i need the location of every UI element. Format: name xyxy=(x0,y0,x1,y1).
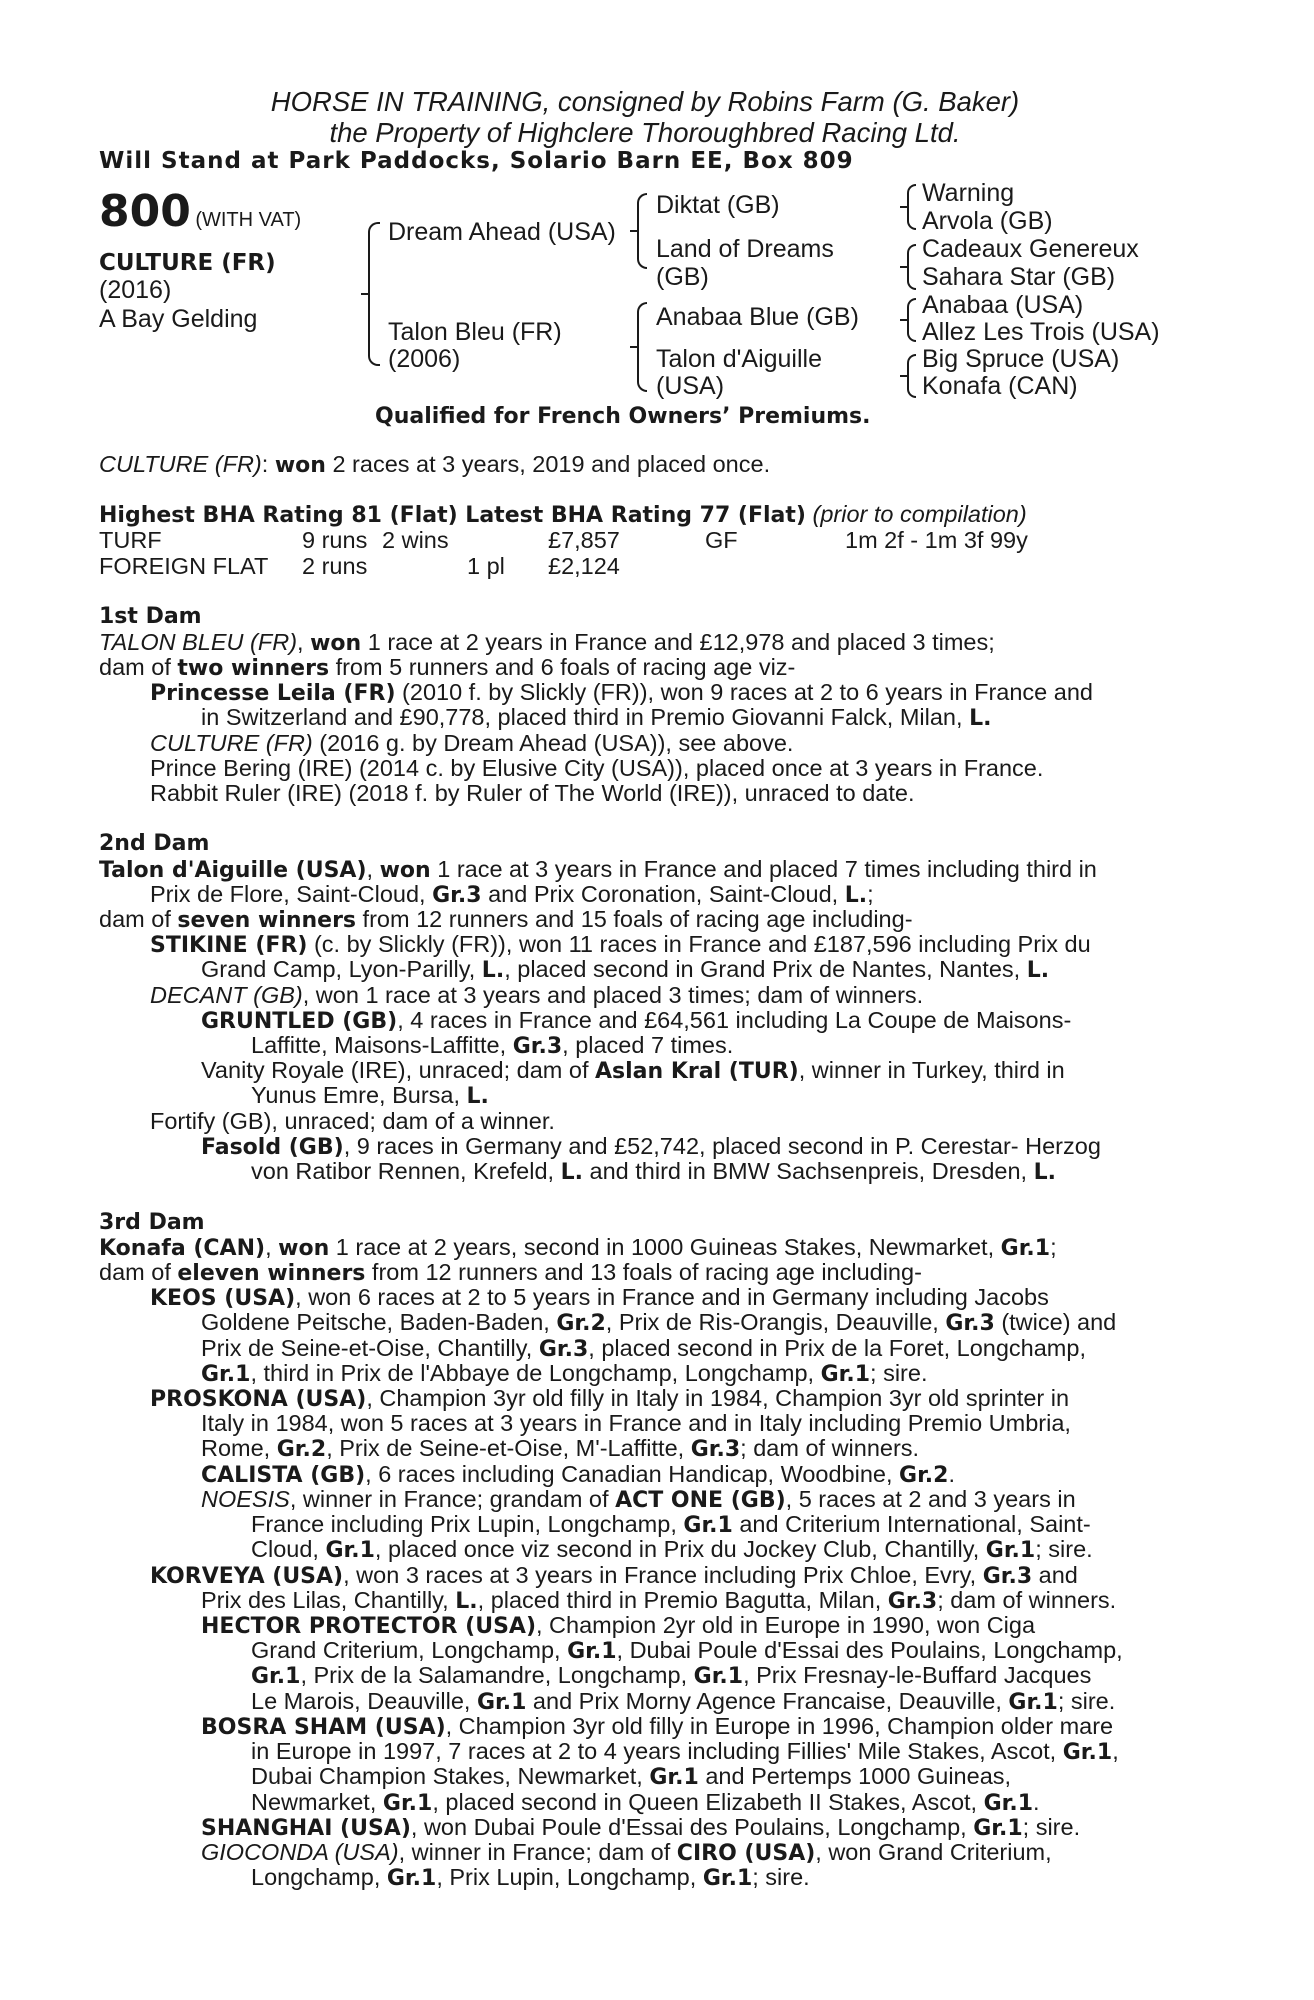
text: , winner in Turkey, third in xyxy=(798,1057,1065,1083)
pedigree-g1: Warning xyxy=(922,179,1015,207)
winners-count: seven winners xyxy=(177,908,357,933)
produce-name: Fasold (GB) xyxy=(201,1135,344,1160)
second-dam-line xyxy=(251,1083,489,1109)
third-dam-line xyxy=(251,1537,1093,1563)
pedigree-brace-g78 xyxy=(907,354,916,398)
pedigree-brace-main xyxy=(368,222,380,366)
form-row-amount: £7,857 xyxy=(548,527,620,553)
section-heading-1st-dam: 1st Dam xyxy=(99,604,202,629)
text: ; xyxy=(1050,1234,1057,1260)
winners-count: two winners xyxy=(177,656,330,681)
text: , third in Prix de l'Abbaye de Longchamp, Longchamp, xyxy=(250,1360,821,1386)
pedigree-brace-g12 xyxy=(907,184,916,230)
text: Goldene Peitsche, Baden-Baden, xyxy=(201,1309,557,1335)
rating-line xyxy=(99,501,1027,528)
grade: L. xyxy=(969,706,992,731)
pedigree-dam-dam-country: (USA) xyxy=(656,372,725,400)
third-dam-line xyxy=(251,1638,1123,1664)
grade: Gr.1 xyxy=(702,1866,753,1891)
pedigree-brace-g56 xyxy=(907,298,916,342)
separator: , xyxy=(297,629,311,655)
pedigree-dam-year: (2006) xyxy=(388,345,461,373)
text: , xyxy=(1112,1738,1119,1764)
text: and Prix Coronation, Saint-Cloud, xyxy=(481,881,845,907)
text: , 5 races at 2 and 3 years in xyxy=(785,1486,1076,1512)
text: and Criterium International, Saint- xyxy=(732,1511,1091,1537)
second-dam-line xyxy=(99,907,913,933)
first-dam-line: Rabbit Ruler (IRE) (2018 f. by Ruler of The World (IRE)), unraced to date. xyxy=(150,780,915,806)
second-dam-line xyxy=(150,882,874,908)
text: Prix de Seine-et-Oise, Chantilly, xyxy=(201,1335,539,1361)
produce-name: DECANT (GB) xyxy=(150,982,303,1008)
second-dam-line xyxy=(201,1008,1071,1034)
text: in Europe in 1997, 7 races at 2 to 4 years including Fillies' Mile Stakes, Ascot, xyxy=(251,1738,1063,1764)
text: , Prix de Seine-et-Oise, M'-Laffitte, xyxy=(326,1435,691,1461)
pedigree-g6: Allez Les Trois (USA) xyxy=(922,318,1160,346)
pedigree-g8: Konafa (CAN) xyxy=(922,372,1078,400)
pedigree-g3: Cadeaux Genereux xyxy=(922,235,1139,263)
text: ; sire. xyxy=(1022,1814,1081,1840)
vat-label: (WITH VAT) xyxy=(195,209,302,231)
pedigree-sire: Dream Ahead (USA) xyxy=(388,218,616,246)
produce-name: SHANGHAI (USA) xyxy=(201,1816,411,1841)
text: from 12 runners and 13 foals of racing age including- xyxy=(365,1259,922,1285)
text: , won 6 races at 2 to 5 years in France and in Germany including Jacobs xyxy=(295,1284,1049,1310)
produce-name: GIOCONDA (USA) xyxy=(201,1839,399,1865)
text: (2016 g. by Dream Ahead (USA)), see above. xyxy=(312,730,794,756)
produce-name: Princesse Leila (FR) xyxy=(150,681,396,706)
grade: L. xyxy=(560,1160,583,1185)
third-dam-line xyxy=(251,1739,1119,1765)
produce-name: ACT ONE (GB) xyxy=(615,1488,786,1513)
owner-line: the Property of Highclere Thoroughbred Racing Ltd. xyxy=(329,117,961,148)
pedigree-brace-g34 xyxy=(907,244,916,290)
grade: L. xyxy=(481,958,505,983)
text: (twice) and xyxy=(994,1309,1117,1335)
text: dam of xyxy=(99,1259,178,1285)
produce-name: CIRO (USA) xyxy=(676,1841,816,1866)
third-dam-line xyxy=(99,1260,922,1286)
text: Newmarket, xyxy=(251,1789,383,1815)
produce-name: KORVEYA (USA) xyxy=(150,1564,344,1589)
text: ; dam of winners. xyxy=(937,1587,1117,1613)
text: and third in BMW Sachsenpreis, Dresden, xyxy=(583,1158,1034,1184)
produce-name: KEOS (USA) xyxy=(150,1286,296,1311)
grade: Gr.1 xyxy=(983,1791,1034,1816)
grade: Gr.3 xyxy=(887,1589,938,1614)
text: , Champion 2yr old in Europe in 1990, won Ciga xyxy=(536,1612,1036,1638)
second-dam-line xyxy=(99,857,1097,883)
second-dam-line xyxy=(201,957,1049,983)
pedigree-g2: Arvola (GB) xyxy=(922,207,1053,235)
grade: Gr.1 xyxy=(251,1664,301,1689)
pedigree-brace-dam xyxy=(637,302,647,392)
third-dam-line xyxy=(150,1386,1069,1412)
pedigree-dam: Talon Bleu (FR) xyxy=(388,318,562,346)
text: . xyxy=(1033,1789,1040,1815)
form-row-label: TURF xyxy=(99,527,162,553)
grade: Gr.3 xyxy=(512,1034,563,1059)
grade: Gr.1 xyxy=(382,1791,433,1816)
form-row-label: FOREIGN FLAT xyxy=(99,553,269,579)
text: Prix de Flore, Saint-Cloud, xyxy=(150,881,433,907)
form-row-runs: 9 runs xyxy=(302,527,368,553)
third-dam-line xyxy=(201,1436,919,1462)
text: Le Marois, Deauville, xyxy=(251,1688,477,1714)
text: ; sire. xyxy=(752,1864,810,1890)
text: and xyxy=(1032,1562,1078,1588)
text: , won 3 races at 3 years in France including Prix Chloe, Evry, xyxy=(343,1562,983,1588)
produce-name: Aslan Kral (TUR) xyxy=(595,1059,799,1084)
text: Grand Criterium, Longchamp, xyxy=(251,1637,568,1663)
produce-name: GRUNTLED (GB) xyxy=(201,1009,398,1034)
grade: Gr.3 xyxy=(690,1437,741,1462)
text: Rome, xyxy=(201,1435,277,1461)
text: France including Prix Lupin, Longchamp, xyxy=(251,1511,684,1537)
text: , placed third in Premio Bagutta, Milan, xyxy=(477,1587,888,1613)
text: , won Grand Criterium, xyxy=(815,1839,1052,1865)
produce-name: CULTURE (FR) xyxy=(150,730,313,756)
third-dam-line xyxy=(201,1361,927,1387)
third-dam-line xyxy=(251,1790,1040,1816)
grade: L. xyxy=(1026,958,1050,983)
text: and Prix Morny Agence Francaise, Deauville, xyxy=(526,1688,1009,1714)
grade: Gr.3 xyxy=(432,883,482,908)
grade: Gr.1 xyxy=(693,1664,744,1689)
pedigree-dam-sire: Anabaa Blue (GB) xyxy=(656,303,859,331)
third-dam-line xyxy=(201,1613,1035,1639)
grade: Gr.1 xyxy=(973,1816,1023,1841)
text: Yunus Emre, Bursa, xyxy=(251,1082,467,1108)
second-dam-line: Fortify (GB), unraced; dam of a winner. xyxy=(150,1108,555,1134)
pedigree-g7: Big Spruce (USA) xyxy=(922,345,1120,373)
race-summary xyxy=(99,451,770,478)
foaling-year: (2016) xyxy=(99,276,172,304)
text: , Dubai Poule d'Essai des Poulains, Longchamp, xyxy=(616,1637,1123,1663)
grade: Gr.1 xyxy=(476,1690,527,1715)
text: Vanity Royale (IRE), unraced; dam of xyxy=(201,1057,596,1083)
text: from 12 runners and 15 foals of racing age including- xyxy=(356,906,913,932)
third-dam-line xyxy=(99,1235,1057,1261)
third-dam-line xyxy=(150,1285,1049,1311)
text: , winner in France; grandam of xyxy=(289,1486,616,1512)
third-dam-line xyxy=(251,1663,1091,1689)
consignor-line: HORSE IN TRAINING, consigned by Robins Farm (G. Baker) xyxy=(270,86,1020,117)
text: , won 1 race at 3 years and placed 3 times; dam of winners. xyxy=(302,982,924,1008)
text: Cloud, xyxy=(251,1536,326,1562)
third-dam-line xyxy=(251,1764,1011,1790)
first-dam-line xyxy=(150,731,793,756)
third-dam-line xyxy=(251,1512,1091,1538)
grade: Gr.1 xyxy=(820,1362,871,1387)
rating-note: (prior to compilation) xyxy=(812,501,1027,527)
text: Laffitte, Maisons-Laffitte, xyxy=(251,1032,513,1058)
grade: Gr.1 xyxy=(1000,1236,1051,1261)
text: 1 race at 3 years in France and placed 7 times including third in xyxy=(430,856,1097,882)
form-row-amount: £2,124 xyxy=(548,553,620,579)
won-text: won xyxy=(278,1236,330,1261)
winners-count: eleven winners xyxy=(177,1261,366,1286)
text: , Prix de Ris-Orangis, Deauville, xyxy=(605,1309,946,1335)
produce-name: NOESIS xyxy=(201,1486,290,1512)
text: (2010 f. by Slickly (FR)), won 9 races at 2 to 6 years in France and xyxy=(395,679,1093,705)
text: von Ratibor Rennen, Krefeld, xyxy=(251,1158,561,1184)
grade: Gr.3 xyxy=(982,1564,1033,1589)
text: Dubai Champion Stakes, Newmarket, xyxy=(251,1763,650,1789)
text: ; dam of winners. xyxy=(740,1435,920,1461)
text: , winner in France; dam of xyxy=(398,1839,677,1865)
text: in Switzerland and £90,778, placed third in Premio Giovanni Falck, Milan, xyxy=(201,704,970,730)
summary-won: won xyxy=(274,453,326,478)
text: and Pertemps 1000 Guineas, xyxy=(698,1763,1012,1789)
text: Longchamp, xyxy=(251,1864,387,1890)
first-dam-line: Prince Bering (IRE) (2014 c. by Elusive City (USA)), placed once at 3 years in France. xyxy=(150,755,1044,781)
separator: , xyxy=(366,856,380,882)
first-dam-line xyxy=(150,680,1093,706)
third-dam-line xyxy=(201,1462,955,1488)
form-row-distance: 1m 2f - 1m 3f 99y xyxy=(845,527,1028,553)
text: , placed 7 times. xyxy=(562,1032,734,1058)
third-dam-line xyxy=(251,1865,810,1891)
third-dam-name: Konafa (CAN) xyxy=(99,1236,266,1261)
text: 1 race at 2 years, second in 1000 Guineas Stakes, Newmarket, xyxy=(329,1234,1001,1260)
pedigree-g5: Anabaa (USA) xyxy=(922,291,1084,319)
grade: Gr.1 xyxy=(1062,1740,1113,1765)
grade: Gr.1 xyxy=(985,1538,1036,1563)
pedigree-dam-dam: Talon d'Aiguille xyxy=(656,345,822,373)
section-heading-3rd-dam: 3rd Dam xyxy=(99,1210,205,1235)
text: , placed once viz second in Prix du Jockey Club, Chantilly, xyxy=(374,1536,986,1562)
text: , won Dubai Poule d'Essai des Poulains, Longchamp, xyxy=(410,1814,974,1840)
separator: , xyxy=(265,1234,279,1260)
third-dam-line xyxy=(201,1714,1113,1740)
pedigree-brace-sire xyxy=(637,193,647,269)
text: , Champion 3yr old filly in Italy in 1984, Champion 3yr old sprinter in xyxy=(366,1385,1070,1411)
first-dam-line xyxy=(99,655,795,681)
first-dam-name: TALON BLEU (FR) xyxy=(99,629,298,655)
third-dam-line xyxy=(201,1815,1080,1841)
lot-number-block xyxy=(99,186,301,237)
text: ; xyxy=(867,881,874,907)
lot-number: 800 xyxy=(99,186,191,237)
third-dam-line xyxy=(251,1689,1115,1715)
first-dam-line xyxy=(201,705,991,731)
won-text: won xyxy=(379,858,431,883)
summary-horse-name: CULTURE (FR) xyxy=(99,451,262,477)
text: dam of xyxy=(99,906,178,932)
text: ; sire. xyxy=(1057,1688,1116,1714)
section-heading-2nd-dam: 2nd Dam xyxy=(99,831,210,856)
second-dam-line xyxy=(150,983,923,1008)
produce-name: PROSKONA (USA) xyxy=(150,1387,367,1412)
text: , Champion 3yr old filly in Europe in 1996, Champion older mare xyxy=(445,1713,1114,1739)
text: 1 race at 2 years in France and £12,978 and placed 3 times; xyxy=(361,629,995,655)
premiums-note: Qualified for French Owners’ Premiums. xyxy=(375,404,871,429)
text: ; sire. xyxy=(870,1360,928,1386)
text: , placed second in Grand Prix de Nantes, Nantes, xyxy=(504,956,1027,982)
grade: Gr.2 xyxy=(556,1311,606,1336)
pedigree-g4: Sahara Star (GB) xyxy=(922,263,1116,291)
produce-name: CALISTA (GB) xyxy=(201,1463,366,1488)
produce-name: STIKINE (FR) xyxy=(150,933,308,958)
text: (c. by Slickly (FR)), won 11 races in France and £187,596 including Prix du xyxy=(307,931,1091,957)
text: dam of xyxy=(99,654,178,680)
first-dam-line xyxy=(99,630,995,656)
second-dam-line xyxy=(201,1134,1101,1160)
text: , 6 races including Canadian Handicap, Woodbine, xyxy=(365,1461,900,1487)
third-dam-line xyxy=(201,1336,1086,1362)
third-dam-line xyxy=(201,1588,1116,1614)
text: , Prix Fresnay-le-Buffard Jacques xyxy=(743,1662,1092,1688)
third-dam-line: Italy in 1984, won 5 races at 3 years in France and in Italy including Premio Umbria, xyxy=(201,1410,1071,1436)
pedigree-sire-dam-country: (GB) xyxy=(656,263,709,291)
grade: Gr.2 xyxy=(276,1437,327,1462)
text: . xyxy=(948,1461,955,1487)
second-dam-line xyxy=(201,1058,1065,1084)
grade: L. xyxy=(844,883,868,908)
horse-name: CULTURE (FR) xyxy=(99,250,276,276)
form-row-places: 1 pl xyxy=(467,553,505,579)
second-dam-line xyxy=(150,932,1091,958)
grade: Gr.1 xyxy=(649,1765,699,1790)
form-row-wins: 2 wins xyxy=(382,527,449,553)
grade: Gr.1 xyxy=(386,1866,437,1891)
won-text: won xyxy=(310,631,362,656)
text: , placed second in Queen Elizabeth II Stakes, Ascot, xyxy=(432,1789,984,1815)
grade: Gr.3 xyxy=(945,1311,995,1336)
text: , Prix de la Salamandre, Longchamp, xyxy=(300,1662,694,1688)
text: , placed second in Prix de la Foret, Longchamp, xyxy=(588,1335,1086,1361)
summary-text: 2 races at 3 years, 2019 and placed once. xyxy=(325,451,771,477)
grade: Gr.1 xyxy=(567,1639,617,1664)
summary-colon: : xyxy=(261,451,275,477)
text: Prix des Lilas, Chantilly, xyxy=(201,1587,456,1613)
grade: Gr.1 xyxy=(201,1362,251,1387)
text: , 4 races in France and £64,561 including La Coupe de Maisons- xyxy=(397,1007,1072,1033)
grade: L. xyxy=(455,1589,478,1614)
location-line: Will Stand at Park Paddocks, Solario Barn EE, Box 809 xyxy=(99,148,854,174)
text: from 5 runners and 6 foals of racing age viz- xyxy=(329,654,796,680)
text: ; sire. xyxy=(1035,1536,1093,1562)
second-dam-name: Talon d'Aiguille (USA) xyxy=(99,858,367,883)
produce-name: HECTOR PROTECTOR (USA) xyxy=(201,1614,536,1639)
produce-name: BOSRA SHAM (USA) xyxy=(201,1715,446,1740)
text: , 9 races in Germany and £52,742, placed second in P. Cerestar- Herzog xyxy=(343,1133,1101,1159)
grade: Gr.1 xyxy=(1008,1690,1058,1715)
grade: Gr.1 xyxy=(683,1513,733,1538)
pedigree-sire-dam: Land of Dreams xyxy=(656,235,834,263)
third-dam-line xyxy=(150,1563,1078,1589)
rating-text: Highest BHA Rating 81 (Flat) Latest BHA Rating 77 (Flat) xyxy=(99,503,806,528)
third-dam-line xyxy=(201,1310,1116,1336)
text: Grand Camp, Lyon-Parilly, xyxy=(201,956,482,982)
pedigree-sire-sire: Diktat (GB) xyxy=(656,191,780,219)
second-dam-line xyxy=(251,1159,1056,1185)
form-row-going: GF xyxy=(705,527,738,553)
grade: Gr.3 xyxy=(538,1337,589,1362)
third-dam-line xyxy=(201,1840,1052,1866)
grade: L. xyxy=(1033,1160,1057,1185)
text: , Prix Lupin, Longchamp, xyxy=(436,1864,703,1890)
horse-description: A Bay Gelding xyxy=(99,305,258,333)
form-row-runs: 2 runs xyxy=(302,553,368,579)
third-dam-line xyxy=(201,1487,1076,1513)
grade: Gr.2 xyxy=(899,1463,949,1488)
second-dam-line xyxy=(251,1033,733,1059)
grade: Gr.1 xyxy=(325,1538,375,1563)
grade: L. xyxy=(466,1084,489,1109)
